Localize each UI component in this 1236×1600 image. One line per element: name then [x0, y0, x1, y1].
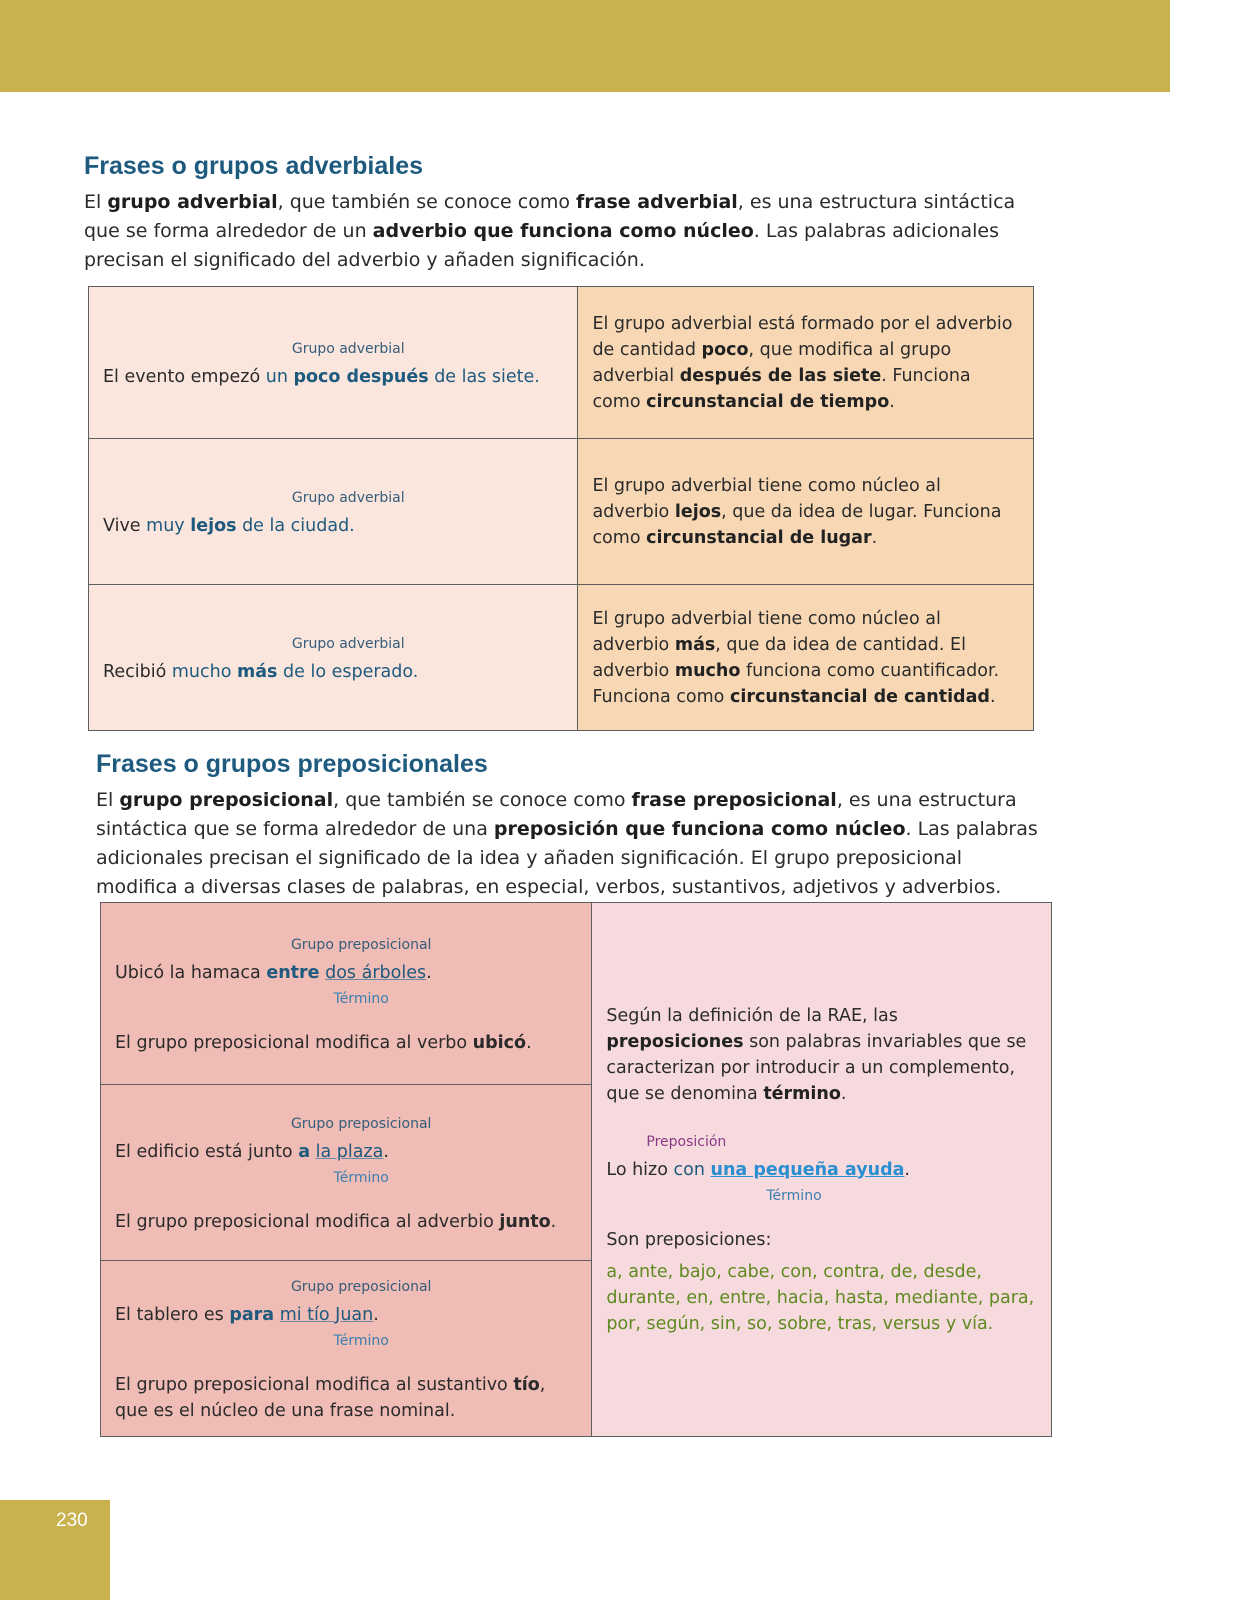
prep-definition: Según la definición de la RAE, las preposiciones son palabras invariables que se caracterizan por introducir a un complemento, que se denomina término. [606, 1005, 1027, 1104]
explanation-text: , que da idea de lugar. Funciona como [592, 501, 1002, 548]
adverbial-example-cell [89, 287, 578, 439]
prepositional-example [115, 960, 577, 986]
group-label: Grupo preposicional [290, 936, 432, 953]
explanation-text: poco [701, 339, 749, 360]
explanation-text: circunstancial de cantidad [729, 686, 990, 707]
core-word: poco después [293, 366, 429, 387]
adverbial-example [103, 513, 563, 539]
prep-side-example: Lo hizo con una pequeña ayuda. [606, 1159, 910, 1180]
adverbial-example [103, 659, 563, 685]
page-number: 230 [56, 1510, 88, 1531]
prepositional-note [115, 1372, 577, 1424]
modifier-word: un [265, 366, 294, 387]
prepositional-table [100, 902, 1052, 1437]
adverbial-example-cell [89, 585, 578, 731]
preposition-word: entre [266, 962, 320, 983]
group-label: Grupo adverbial [291, 489, 405, 506]
prep-example-cell [101, 1261, 592, 1437]
note-text: El grupo preposicional modifica al adverbio [115, 1211, 500, 1232]
group-label: Grupo adverbial [291, 635, 405, 652]
intro-prepositional: El grupo preposicional, que también se conoce como frase preposicional, es una estructura sintáctica que se forma alrededor de una preposición que funciona como núcleo. Las palabras adicionales precisan el significado de la idea y añaden significación. El grupo preposicional modifica a diversas clases de palabras, en especial, verbos, sustantivos, adjetivos y adverbios. [96, 789, 1038, 898]
prep-example-cell [101, 1085, 592, 1261]
preposition-word: a [298, 1141, 311, 1162]
explanation-text: circunstancial de lugar [646, 527, 872, 548]
preposition-label: Preposición [646, 1133, 727, 1150]
adverbial-explanation-cell [578, 585, 1034, 731]
example-text: Vive [103, 515, 147, 536]
modifier-word: muy [146, 515, 191, 536]
term-label: Término [333, 1169, 389, 1186]
prep-list: a, ante, bajo, cabe, con, contra, de, desde, durante, en, entre, hacia, hasta, mediante, para, por, según, sin, so, sobre, tras, versus y vía. [606, 1261, 1035, 1334]
core-word: lejos [190, 515, 237, 536]
heading-prepositional: Frases o grupos preposicionales [96, 750, 488, 778]
top-color-band [0, 0, 1170, 92]
note-text: El grupo preposicional modifica al verbo [115, 1032, 473, 1053]
prep-example-cell [101, 903, 592, 1085]
prepositional-note [115, 1209, 577, 1235]
adverbial-example-cell [89, 439, 578, 585]
complement-text: de la ciudad. [236, 515, 355, 536]
example-end: . [373, 1304, 379, 1325]
note-text: . [550, 1211, 557, 1232]
note-bold: ubicó [472, 1032, 527, 1053]
explanation-text: después de las siete [679, 365, 882, 386]
example-text: Ubicó la hamaca [115, 962, 267, 983]
modifier-word: mucho [171, 661, 237, 682]
term-label: Término [333, 990, 389, 1007]
explanation-text: más [674, 634, 716, 655]
adverbial-explanation-cell [578, 439, 1034, 585]
explanation-text: , que da idea de cantidad. El adverbio [592, 634, 966, 681]
explanation-text: . [989, 686, 996, 707]
explanation-text: . Funciona como [592, 365, 971, 412]
prep-definition-cell [592, 903, 1052, 1437]
group-label: Grupo preposicional [290, 1278, 432, 1295]
explanation-text: funciona como cuantificador. Funciona como [592, 660, 1000, 707]
explanation-text: mucho [674, 660, 741, 681]
example-text: El edificio está junto [115, 1141, 299, 1162]
term-text: mi tío Juan [279, 1304, 374, 1325]
explanation-text: El grupo adverbial está formado por el adverbio de cantidad [592, 313, 1013, 360]
prepositional-example [115, 1302, 577, 1328]
adverbial-row [89, 585, 1034, 731]
explanation-text: . [871, 527, 878, 548]
explanation-text: circunstancial de tiempo [646, 391, 890, 412]
group-label: Grupo preposicional [290, 1115, 432, 1132]
intro-adverbial: El grupo adverbial, que también se conoce como frase adverbial, es una estructura sintáctica que se forma alrededor de un adverbio que funciona como núcleo. Las palabras adicionales precisan el significado del adverbio y añaden significación. [84, 191, 1016, 271]
note-text: . [526, 1032, 532, 1053]
preposition-word: para [229, 1304, 275, 1325]
complement-text: de las siete. [428, 366, 540, 387]
explanation-text: lejos [674, 501, 722, 522]
example-text: El evento empezó [103, 366, 266, 387]
example-end: . [383, 1141, 389, 1162]
spacer [115, 1012, 577, 1030]
page-number-tab [0, 1500, 110, 1600]
complement-text: de lo esperado. [277, 661, 419, 682]
note-text: , que es el núcleo de una frase nominal. [115, 1374, 546, 1421]
adverbial-row [89, 439, 1034, 585]
note-text: El grupo preposicional modifica al sustantivo [115, 1374, 514, 1395]
adverbial-table [88, 286, 1034, 731]
example-end: . [426, 962, 432, 983]
explanation-text: , que modifica al grupo adverbial [592, 339, 952, 386]
heading-adverbial: Frases o grupos adverbiales [84, 152, 424, 180]
spacer [115, 1191, 577, 1209]
note-bold: tío [513, 1374, 540, 1395]
explanation-text: . [889, 391, 895, 412]
prep-list-title: Son preposiciones: [606, 1229, 772, 1250]
example-text: El tablero es [115, 1304, 230, 1325]
term-text: la plaza [315, 1141, 384, 1162]
adverbial-explanation-cell [578, 287, 1034, 439]
example-text: Recibió [103, 661, 172, 682]
adverbial-example [103, 364, 563, 390]
note-bold: junto [499, 1211, 551, 1232]
explanation-text: El grupo adverbial tiene como núcleo al adverbio [592, 608, 941, 655]
term-label: Término [766, 1187, 822, 1204]
core-word: más [237, 661, 278, 682]
spacer [115, 1354, 577, 1372]
prepositional-note [115, 1030, 577, 1056]
explanation-text: El grupo adverbial tiene como núcleo al adverbio [592, 475, 941, 522]
term-text: dos árboles [325, 962, 427, 983]
term-label: Término [333, 1332, 389, 1349]
group-label: Grupo adverbial [291, 340, 405, 357]
adverbial-row [89, 287, 1034, 439]
prepositional-example [115, 1139, 577, 1165]
